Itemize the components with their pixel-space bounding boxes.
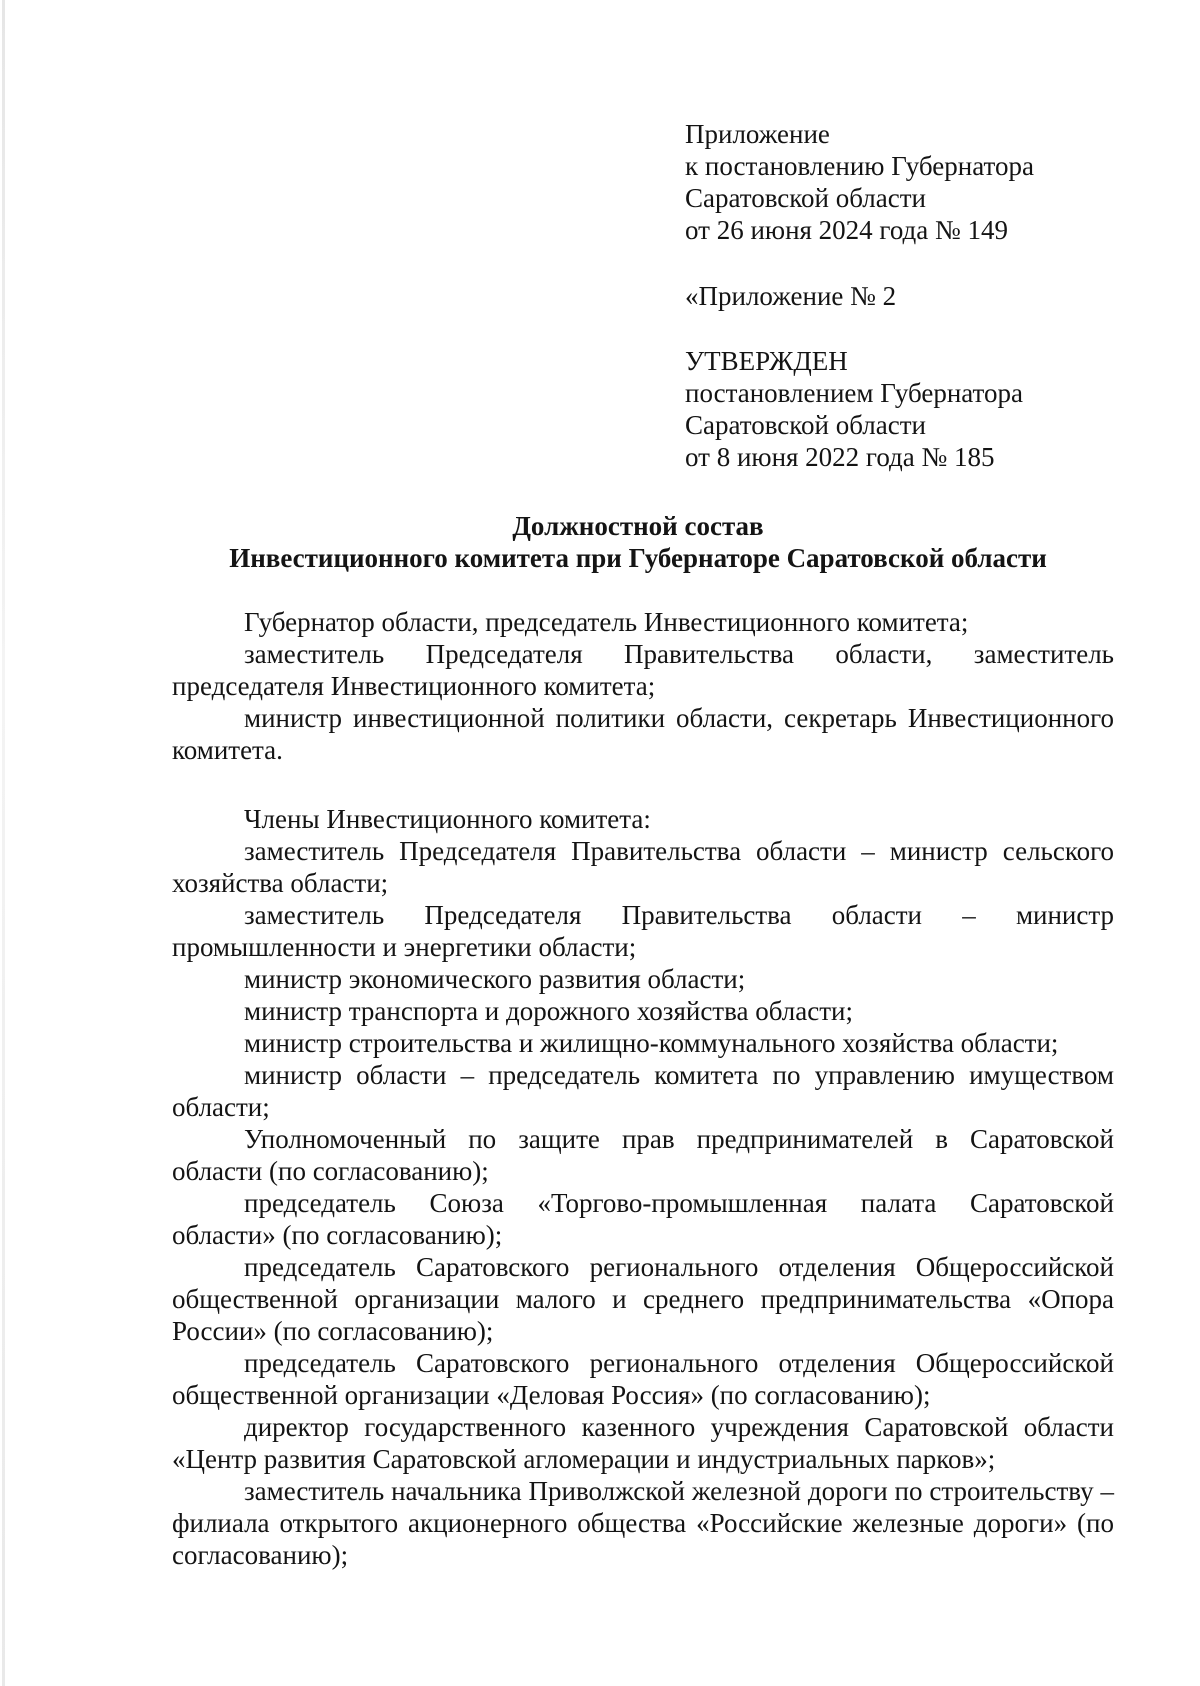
member-item: министр экономического развития области; [244,964,746,994]
approval-line: УТВЕРЖДЕН [685,346,848,376]
document-title [160,510,1116,574]
leadership-item: Губернатор области, председатель Инвестиционного комитета; [244,607,969,637]
member-item: председатель Саратовского регионального отделения Общероссийской общественной организации малого и среднего предпринимательства «Опора России» (по согласованию); [172,1252,1114,1346]
title-line-2: Инвестиционного комитета при Губернаторе Саратовской области [229,543,1047,573]
member-item: председатель Союза «Торгово-промышленная палата Саратовской области» (по согласованию); [172,1188,1114,1250]
approval-line: постановлением Губернатора [685,378,1023,408]
leadership-list [172,606,1114,766]
member-item: заместитель начальника Приволжской железной дороги по строительству – филиала открытого акционерного общества «Российские железные дороги» (по согласованию); [172,1476,1114,1570]
appendix-number [685,280,1155,312]
approval-stamp [685,345,1155,473]
member-item: министр транспорта и дорожного хозяйства области; [244,996,853,1026]
member-item: заместитель Председателя Правительства области – министр промышленности и энергетики области; [172,900,1114,962]
member-item: министр строительства и жилищно-коммунального хозяйства области; [244,1028,1059,1058]
appendix-line: Саратовской области [685,183,926,213]
approval-line: Саратовской области [685,410,926,440]
title-line-1: Должностной состав [512,511,764,541]
member-item: министр области – председатель комитета по управлению имуществом области; [172,1060,1114,1122]
appendix-line: Приложение [685,119,830,149]
appendix-line: к постановлению Губернатора [685,151,1034,181]
appendix-reference [685,118,1155,246]
appendix-line: от 26 июня 2024 года № 149 [685,215,1009,245]
appendix-number-line: «Приложение № 2 [685,281,897,311]
member-item: директор государственного казенного учреждения Саратовской области «Центр развития Саратовской агломерации и индустриальных парков»; [172,1412,1114,1474]
member-item: председатель Саратовского регионального отделения Общероссийской общественной организации «Деловая Россия» (по согласованию); [172,1348,1114,1410]
members-heading: Члены Инвестиционного комитета: [244,804,651,834]
members-list [172,803,1114,1571]
member-item: заместитель Председателя Правительства области – министр сельского хозяйства области; [172,836,1114,898]
leadership-item: министр инвестиционной политики области, секретарь Инвестиционного комитета. [172,703,1114,765]
member-item: Уполномоченный по защите прав предпринимателей в Саратовской области (по согласованию); [172,1124,1114,1186]
leadership-item: заместитель Председателя Правительства области, заместитель председателя Инвестиционного комитета; [172,639,1114,701]
approval-line: от 8 июня 2022 года № 185 [685,442,995,472]
scan-edge [2,0,5,1686]
